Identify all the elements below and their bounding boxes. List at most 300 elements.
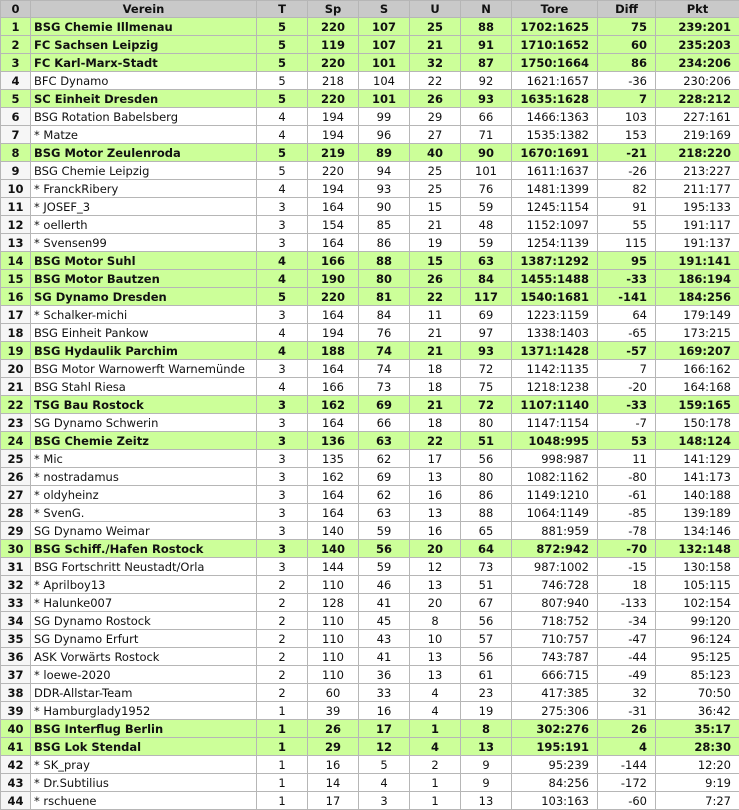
cell-points: 166:162 xyxy=(656,360,739,378)
cell-t: 5 xyxy=(257,90,308,108)
cell-games: 60 xyxy=(308,684,359,702)
cell-goals: 872:942 xyxy=(512,540,598,558)
cell-games: 194 xyxy=(308,126,359,144)
table-row[interactable] xyxy=(1,486,739,504)
cell-wins: 33 xyxy=(359,684,410,702)
cell-draws: 21 xyxy=(410,36,461,54)
cell-games: 144 xyxy=(308,558,359,576)
cell-t: 5 xyxy=(257,288,308,306)
cell-games: 190 xyxy=(308,270,359,288)
cell-losses: 90 xyxy=(461,144,512,162)
table-row[interactable] xyxy=(1,774,739,792)
col-header-nr[interactable]: 0 xyxy=(1,1,31,18)
cell-draws: 18 xyxy=(410,414,461,432)
cell-wins: 41 xyxy=(359,648,410,666)
cell-wins: 74 xyxy=(359,360,410,378)
cell-t: 3 xyxy=(257,540,308,558)
cell-games: 140 xyxy=(308,540,359,558)
table-row[interactable] xyxy=(1,360,739,378)
cell-points: 105:115 xyxy=(656,576,739,594)
cell-games: 110 xyxy=(308,576,359,594)
table-row[interactable] xyxy=(1,612,739,630)
cell-points: 12:20 xyxy=(656,756,739,774)
cell-draws: 19 xyxy=(410,234,461,252)
table-row[interactable] xyxy=(1,450,739,468)
cell-games: 162 xyxy=(308,396,359,414)
cell-draws: 17 xyxy=(410,450,461,468)
cell-goals: 1466:1363 xyxy=(512,108,598,126)
team-name: SG Dynamo Erfurt xyxy=(31,630,257,648)
cell-goals: 807:940 xyxy=(512,594,598,612)
cell-points: 169:207 xyxy=(656,342,739,360)
cell-points: 28:30 xyxy=(656,738,739,756)
cell-games: 220 xyxy=(308,18,359,36)
cell-losses: 59 xyxy=(461,198,512,216)
cell-points: 99:120 xyxy=(656,612,739,630)
table-row[interactable] xyxy=(1,162,739,180)
team-name: BSG Hydaulik Parchim xyxy=(31,342,257,360)
cell-goals: 195:191 xyxy=(512,738,598,756)
cell-wins: 62 xyxy=(359,486,410,504)
table-row[interactable] xyxy=(1,306,739,324)
table-row[interactable] xyxy=(1,144,739,162)
cell-games: 154 xyxy=(308,216,359,234)
row-number: 32 xyxy=(1,576,31,594)
cell-games: 29 xyxy=(308,738,359,756)
cell-goals: 998:987 xyxy=(512,450,598,468)
cell-points: 191:137 xyxy=(656,234,739,252)
row-number: 41 xyxy=(1,738,31,756)
table-row[interactable] xyxy=(1,108,739,126)
cell-losses: 61 xyxy=(461,666,512,684)
cell-goals: 987:1002 xyxy=(512,558,598,576)
team-name: SG Dynamo Weimar xyxy=(31,522,257,540)
cell-points: 218:220 xyxy=(656,144,739,162)
cell-points: 173:215 xyxy=(656,324,739,342)
cell-draws: 15 xyxy=(410,252,461,270)
row-number: 29 xyxy=(1,522,31,540)
cell-losses: 75 xyxy=(461,378,512,396)
table-row[interactable] xyxy=(1,342,739,360)
cell-games: 164 xyxy=(308,234,359,252)
cell-diff: 7 xyxy=(598,90,656,108)
cell-draws: 26 xyxy=(410,270,461,288)
cell-diff: -26 xyxy=(598,162,656,180)
cell-goals: 1635:1628 xyxy=(512,90,598,108)
table-row[interactable] xyxy=(1,540,739,558)
cell-t: 3 xyxy=(257,360,308,378)
row-number: 19 xyxy=(1,342,31,360)
cell-draws: 4 xyxy=(410,738,461,756)
cell-draws: 25 xyxy=(410,18,461,36)
row-number: 37 xyxy=(1,666,31,684)
team-name: BSG Interflug Berlin xyxy=(31,720,257,738)
table-row[interactable] xyxy=(1,288,739,306)
cell-wins: 63 xyxy=(359,432,410,450)
cell-diff: -36 xyxy=(598,72,656,90)
cell-diff: 53 xyxy=(598,432,656,450)
cell-games: 166 xyxy=(308,378,359,396)
cell-t: 3 xyxy=(257,306,308,324)
cell-t: 1 xyxy=(257,720,308,738)
cell-losses: 80 xyxy=(461,468,512,486)
cell-goals: 1621:1657 xyxy=(512,72,598,90)
cell-diff: -133 xyxy=(598,594,656,612)
cell-diff: -57 xyxy=(598,342,656,360)
cell-t: 1 xyxy=(257,702,308,720)
cell-games: 128 xyxy=(308,594,359,612)
team-name: BSG Schiff./Hafen Rostock xyxy=(31,540,257,558)
team-name: * JOSEF_3 xyxy=(31,198,257,216)
team-name: BSG Stahl Riesa xyxy=(31,378,257,396)
table-row[interactable] xyxy=(1,414,739,432)
table-row[interactable] xyxy=(1,576,739,594)
table-row[interactable] xyxy=(1,666,739,684)
cell-losses: 88 xyxy=(461,18,512,36)
cell-t: 2 xyxy=(257,648,308,666)
team-name: * oellerth xyxy=(31,216,257,234)
cell-games: 162 xyxy=(308,468,359,486)
cell-draws: 11 xyxy=(410,306,461,324)
cell-draws: 22 xyxy=(410,72,461,90)
cell-losses: 66 xyxy=(461,108,512,126)
cell-points: 213:227 xyxy=(656,162,739,180)
row-number: 25 xyxy=(1,450,31,468)
cell-goals: 1750:1664 xyxy=(512,54,598,72)
cell-goals: 103:163 xyxy=(512,792,598,810)
cell-wins: 63 xyxy=(359,504,410,522)
table-row[interactable] xyxy=(1,270,739,288)
cell-losses: 86 xyxy=(461,486,512,504)
col-header-diff[interactable]: Diff xyxy=(598,1,656,18)
cell-games: 164 xyxy=(308,486,359,504)
cell-t: 3 xyxy=(257,558,308,576)
cell-points: 164:168 xyxy=(656,378,739,396)
cell-points: 85:123 xyxy=(656,666,739,684)
cell-wins: 104 xyxy=(359,72,410,90)
table-row[interactable] xyxy=(1,702,739,720)
cell-diff: -85 xyxy=(598,504,656,522)
cell-diff: -20 xyxy=(598,378,656,396)
cell-games: 135 xyxy=(308,450,359,468)
row-number: 10 xyxy=(1,180,31,198)
cell-goals: 84:256 xyxy=(512,774,598,792)
cell-wins: 80 xyxy=(359,270,410,288)
table-row[interactable] xyxy=(1,756,739,774)
col-header-s[interactable]: S xyxy=(359,1,410,18)
team-name: BSG Motor Suhl xyxy=(31,252,257,270)
cell-draws: 20 xyxy=(410,540,461,558)
cell-wins: 93 xyxy=(359,180,410,198)
table-row[interactable] xyxy=(1,522,739,540)
team-name: * SvenG. xyxy=(31,504,257,522)
cell-t: 3 xyxy=(257,486,308,504)
cell-t: 2 xyxy=(257,684,308,702)
cell-wins: 56 xyxy=(359,540,410,558)
cell-draws: 40 xyxy=(410,144,461,162)
cell-draws: 22 xyxy=(410,288,461,306)
cell-diff: 91 xyxy=(598,198,656,216)
cell-losses: 51 xyxy=(461,432,512,450)
cell-wins: 43 xyxy=(359,630,410,648)
cell-diff: 18 xyxy=(598,576,656,594)
cell-diff: -15 xyxy=(598,558,656,576)
cell-wins: 4 xyxy=(359,774,410,792)
cell-points: 227:161 xyxy=(656,108,739,126)
row-number: 34 xyxy=(1,612,31,630)
col-header-verein[interactable]: Verein xyxy=(31,1,257,18)
row-number: 27 xyxy=(1,486,31,504)
cell-diff: -33 xyxy=(598,396,656,414)
cell-draws: 4 xyxy=(410,702,461,720)
cell-wins: 76 xyxy=(359,324,410,342)
cell-draws: 4 xyxy=(410,684,461,702)
row-number: 40 xyxy=(1,720,31,738)
cell-goals: 1670:1691 xyxy=(512,144,598,162)
cell-losses: 64 xyxy=(461,540,512,558)
cell-diff: -60 xyxy=(598,792,656,810)
cell-draws: 8 xyxy=(410,612,461,630)
cell-draws: 13 xyxy=(410,504,461,522)
cell-diff: 26 xyxy=(598,720,656,738)
table-body xyxy=(1,18,739,810)
cell-diff: -141 xyxy=(598,288,656,306)
cell-diff: -65 xyxy=(598,324,656,342)
cell-losses: 73 xyxy=(461,558,512,576)
cell-t: 5 xyxy=(257,162,308,180)
cell-draws: 13 xyxy=(410,666,461,684)
cell-t: 3 xyxy=(257,450,308,468)
cell-draws: 15 xyxy=(410,198,461,216)
cell-losses: 9 xyxy=(461,774,512,792)
cell-losses: 93 xyxy=(461,90,512,108)
table-row[interactable] xyxy=(1,36,739,54)
cell-wins: 107 xyxy=(359,36,410,54)
row-number: 5 xyxy=(1,90,31,108)
row-number: 44 xyxy=(1,792,31,810)
cell-points: 186:194 xyxy=(656,270,739,288)
cell-games: 164 xyxy=(308,504,359,522)
cell-games: 218 xyxy=(308,72,359,90)
cell-diff: 60 xyxy=(598,36,656,54)
row-number: 12 xyxy=(1,216,31,234)
team-name: BSG Motor Bautzen xyxy=(31,270,257,288)
cell-losses: 87 xyxy=(461,54,512,72)
cell-diff: 75 xyxy=(598,18,656,36)
cell-wins: 101 xyxy=(359,54,410,72)
cell-t: 3 xyxy=(257,522,308,540)
col-header-n[interactable]: N xyxy=(461,1,512,18)
cell-diff: -44 xyxy=(598,648,656,666)
row-number: 35 xyxy=(1,630,31,648)
table-row[interactable] xyxy=(1,468,739,486)
cell-t: 5 xyxy=(257,36,308,54)
cell-draws: 13 xyxy=(410,576,461,594)
cell-diff: -80 xyxy=(598,468,656,486)
cell-points: 141:173 xyxy=(656,468,739,486)
table-row[interactable] xyxy=(1,738,739,756)
team-name: * Halunke007 xyxy=(31,594,257,612)
cell-games: 110 xyxy=(308,648,359,666)
table-row[interactable] xyxy=(1,684,739,702)
cell-losses: 93 xyxy=(461,342,512,360)
cell-losses: 56 xyxy=(461,612,512,630)
team-name: DDR-Allstar-Team xyxy=(31,684,257,702)
cell-t: 5 xyxy=(257,144,308,162)
col-header-t[interactable]: T xyxy=(257,1,308,18)
table-row[interactable] xyxy=(1,54,739,72)
row-number: 24 xyxy=(1,432,31,450)
table-row[interactable] xyxy=(1,252,739,270)
table-row[interactable] xyxy=(1,126,739,144)
cell-diff: 115 xyxy=(598,234,656,252)
cell-losses: 23 xyxy=(461,684,512,702)
cell-diff: 11 xyxy=(598,450,656,468)
row-number: 17 xyxy=(1,306,31,324)
cell-games: 140 xyxy=(308,522,359,540)
table-row[interactable] xyxy=(1,90,739,108)
cell-t: 3 xyxy=(257,432,308,450)
col-header-sp[interactable]: Sp xyxy=(308,1,359,18)
cell-losses: 56 xyxy=(461,450,512,468)
cell-t: 3 xyxy=(257,234,308,252)
row-number: 33 xyxy=(1,594,31,612)
table-row[interactable] xyxy=(1,648,739,666)
row-number: 1 xyxy=(1,18,31,36)
col-header-pkt[interactable]: Pkt xyxy=(656,1,739,18)
table-row[interactable] xyxy=(1,594,739,612)
cell-draws: 21 xyxy=(410,342,461,360)
cell-points: 228:212 xyxy=(656,90,739,108)
table-row[interactable] xyxy=(1,180,739,198)
cell-losses: 84 xyxy=(461,270,512,288)
cell-wins: 94 xyxy=(359,162,410,180)
table-row[interactable] xyxy=(1,198,739,216)
cell-draws: 20 xyxy=(410,594,461,612)
team-name: BSG Lok Stendal xyxy=(31,738,257,756)
cell-wins: 62 xyxy=(359,450,410,468)
cell-losses: 72 xyxy=(461,396,512,414)
cell-t: 1 xyxy=(257,792,308,810)
team-name: BFC Dynamo xyxy=(31,72,257,90)
table-row[interactable] xyxy=(1,720,739,738)
cell-draws: 32 xyxy=(410,54,461,72)
cell-diff: 7 xyxy=(598,360,656,378)
table-row[interactable] xyxy=(1,504,739,522)
row-number: 18 xyxy=(1,324,31,342)
team-name: * oldyheinz xyxy=(31,486,257,504)
cell-goals: 1387:1292 xyxy=(512,252,598,270)
row-number: 9 xyxy=(1,162,31,180)
cell-points: 139:189 xyxy=(656,504,739,522)
cell-t: 3 xyxy=(257,198,308,216)
table-row[interactable] xyxy=(1,558,739,576)
cell-losses: 72 xyxy=(461,360,512,378)
cell-losses: 88 xyxy=(461,504,512,522)
cell-draws: 13 xyxy=(410,468,461,486)
cell-wins: 88 xyxy=(359,252,410,270)
team-name: * rschuene xyxy=(31,792,257,810)
cell-wins: 69 xyxy=(359,396,410,414)
cell-t: 3 xyxy=(257,216,308,234)
team-name: ASK Vorwärts Rostock xyxy=(31,648,257,666)
table-row[interactable] xyxy=(1,396,739,414)
col-header-tore[interactable]: Tore xyxy=(512,1,598,18)
cell-draws: 13 xyxy=(410,648,461,666)
team-name: SG Dynamo Rostock xyxy=(31,612,257,630)
table-row[interactable] xyxy=(1,432,739,450)
cell-goals: 1152:1097 xyxy=(512,216,598,234)
team-name: BSG Motor Warnowerft Warnemünde xyxy=(31,360,257,378)
cell-losses: 67 xyxy=(461,594,512,612)
team-name: SG Dynamo Dresden xyxy=(31,288,257,306)
cell-wins: 12 xyxy=(359,738,410,756)
cell-goals: 1223:1159 xyxy=(512,306,598,324)
team-name: BSG Fortschritt Neustadt/Orla xyxy=(31,558,257,576)
cell-draws: 21 xyxy=(410,216,461,234)
cell-draws: 16 xyxy=(410,486,461,504)
table-row[interactable] xyxy=(1,792,739,810)
cell-losses: 9 xyxy=(461,756,512,774)
cell-games: 220 xyxy=(308,288,359,306)
cell-losses: 101 xyxy=(461,162,512,180)
cell-diff: 103 xyxy=(598,108,656,126)
cell-goals: 1245:1154 xyxy=(512,198,598,216)
table-row[interactable] xyxy=(1,630,739,648)
cell-goals: 1535:1382 xyxy=(512,126,598,144)
table-row[interactable] xyxy=(1,324,739,342)
table-row[interactable] xyxy=(1,72,739,90)
team-name: * Dr.Subtilius xyxy=(31,774,257,792)
row-number: 39 xyxy=(1,702,31,720)
cell-games: 220 xyxy=(308,54,359,72)
table-row[interactable] xyxy=(1,234,739,252)
cell-draws: 29 xyxy=(410,108,461,126)
cell-points: 159:165 xyxy=(656,396,739,414)
cell-t: 5 xyxy=(257,72,308,90)
cell-points: 211:177 xyxy=(656,180,739,198)
cell-points: 150:178 xyxy=(656,414,739,432)
table-row[interactable] xyxy=(1,216,739,234)
row-number: 42 xyxy=(1,756,31,774)
cell-losses: 8 xyxy=(461,720,512,738)
cell-goals: 1149:1210 xyxy=(512,486,598,504)
cell-points: 179:149 xyxy=(656,306,739,324)
cell-t: 3 xyxy=(257,414,308,432)
cell-losses: 80 xyxy=(461,414,512,432)
col-header-u[interactable]: U xyxy=(410,1,461,18)
cell-draws: 27 xyxy=(410,126,461,144)
cell-draws: 2 xyxy=(410,756,461,774)
cell-wins: 45 xyxy=(359,612,410,630)
cell-points: 141:129 xyxy=(656,450,739,468)
team-name: * Schalker-michi xyxy=(31,306,257,324)
team-name: BSG Chemie Leipzig xyxy=(31,162,257,180)
cell-goals: 275:306 xyxy=(512,702,598,720)
cell-games: 164 xyxy=(308,414,359,432)
cell-points: 134:146 xyxy=(656,522,739,540)
table-row[interactable] xyxy=(1,18,739,36)
row-number: 36 xyxy=(1,648,31,666)
cell-wins: 84 xyxy=(359,306,410,324)
cell-t: 1 xyxy=(257,756,308,774)
table-row[interactable] xyxy=(1,378,739,396)
cell-wins: 41 xyxy=(359,594,410,612)
cell-t: 4 xyxy=(257,324,308,342)
cell-diff: -70 xyxy=(598,540,656,558)
cell-losses: 13 xyxy=(461,792,512,810)
team-name: BSG Chemie Zeitz xyxy=(31,432,257,450)
